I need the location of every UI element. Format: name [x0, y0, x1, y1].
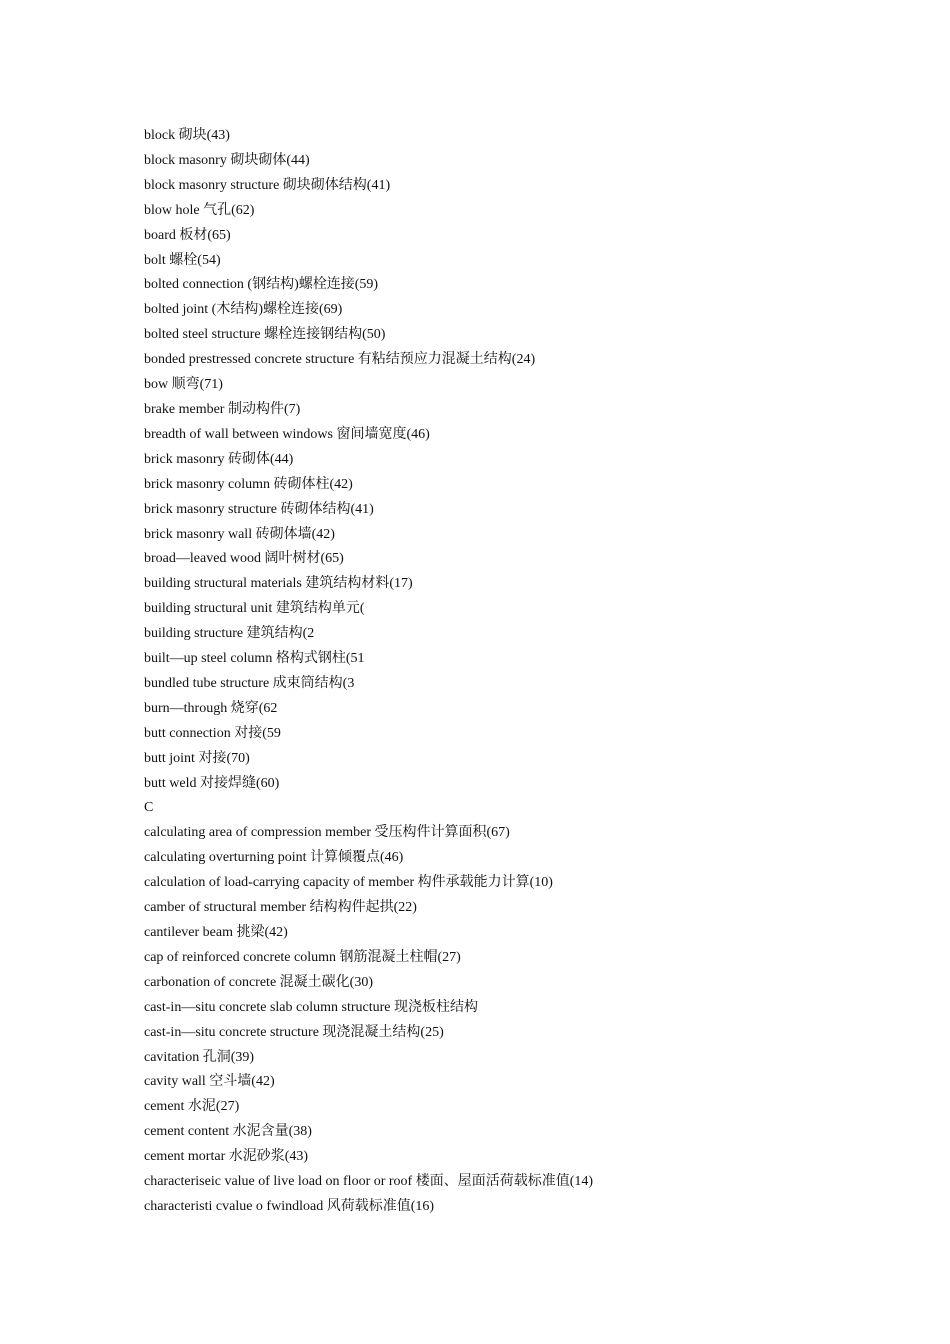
glossary-entry: calculating area of compression member 受压构件计算面积(67): [144, 825, 510, 841]
glossary-entry: block masonry 砌块砌体(44): [144, 152, 310, 168]
glossary-entry: broad—leaved wood 阔叶树材(65): [144, 551, 344, 567]
glossary-entry: bolt 螺栓(54): [144, 252, 221, 268]
glossary-entry: building structure 建筑结构(2: [144, 626, 315, 642]
glossary-entry: blow hole 气孔(62): [144, 202, 255, 218]
glossary-entry: building structural unit 建筑结构单元(: [144, 601, 365, 617]
glossary-entry: bow 顺弯(71): [144, 377, 223, 393]
glossary-entry: bonded prestressed concrete structure 有粘结预应力混凝土结构(24): [144, 352, 536, 368]
glossary-entry: cement content 水泥含量(38): [144, 1124, 312, 1140]
glossary-entry: cast-in—situ concrete slab column structure 现浇板柱结构: [144, 999, 478, 1015]
glossary-entry: butt connection 对接(59: [144, 725, 281, 741]
glossary-entry: cast-in—situ concrete structure 现浇混凝土结构(25): [144, 1024, 444, 1040]
glossary-entry: camber of structural member 结构构件起拱(22): [144, 900, 417, 916]
glossary-entry: cavitation 孔洞(39): [144, 1049, 255, 1065]
glossary-entry: building structural materials 建筑结构材料(17): [144, 576, 413, 592]
glossary-entry: brick masonry wall 砖砌体墙(42): [144, 526, 335, 542]
glossary-entry: characteristi cvalue o fwindload 风荷载标准值(16): [144, 1198, 435, 1214]
glossary-entry: brick masonry structure 砖砌体结构(41): [144, 501, 374, 517]
glossary-entry: board 板材(65): [144, 227, 231, 243]
glossary-entry: bolted joint (木结构)螺栓连接(69): [144, 302, 343, 318]
glossary-entry: calculation of load-carrying capacity of member 构件承载能力计算(10): [144, 875, 553, 891]
glossary-entry: bolted connection (钢结构)螺栓连接(59): [144, 277, 379, 293]
section-letter: C: [144, 800, 154, 816]
glossary-entry: breadth of wall between windows 窗间墙宽度(46): [144, 426, 430, 442]
glossary-entry: cap of reinforced concrete column 钢筋混凝土柱帽(27): [144, 949, 461, 965]
glossary-entry: calculating overturning point 计算倾覆点(46): [144, 850, 404, 866]
glossary-entry: brick masonry column 砖砌体柱(42): [144, 476, 353, 492]
glossary-entry: brick masonry 砖砌体(44): [144, 451, 294, 467]
glossary-entry: bundled tube structure 成束筒结构(3: [144, 675, 355, 691]
glossary-entry: cavity wall 空斗墙(42): [144, 1074, 275, 1090]
glossary-entry: block 砌块(43): [144, 128, 230, 143]
glossary-entry: cement mortar 水泥砂浆(43): [144, 1149, 309, 1165]
glossary-entry: butt weld 对接焊缝(60): [144, 775, 280, 791]
glossary-entry: butt joint 对接(70): [144, 750, 250, 766]
glossary-entry: characteriseic value of live load on floor or roof 楼面、屋面活荷载标准值(14): [144, 1174, 594, 1190]
glossary-entry: cement 水泥(27): [144, 1099, 240, 1115]
glossary-entry: built—up steel column 格构式钢柱(51: [144, 651, 365, 667]
glossary-entry: carbonation of concrete 混凝土碳化(30): [144, 974, 373, 990]
glossary-entry: brake member 制动构件(7): [144, 401, 301, 417]
glossary-entry: block masonry structure 砌块砌体结构(41): [144, 177, 391, 193]
glossary-entry: bolted steel structure 螺栓连接钢结构(50): [144, 327, 386, 343]
glossary-entry: burn—through 烧穿(62: [144, 700, 278, 716]
glossary-entry: cantilever beam 挑梁(42): [144, 925, 288, 940]
glossary-list: [144, 124, 593, 1220]
